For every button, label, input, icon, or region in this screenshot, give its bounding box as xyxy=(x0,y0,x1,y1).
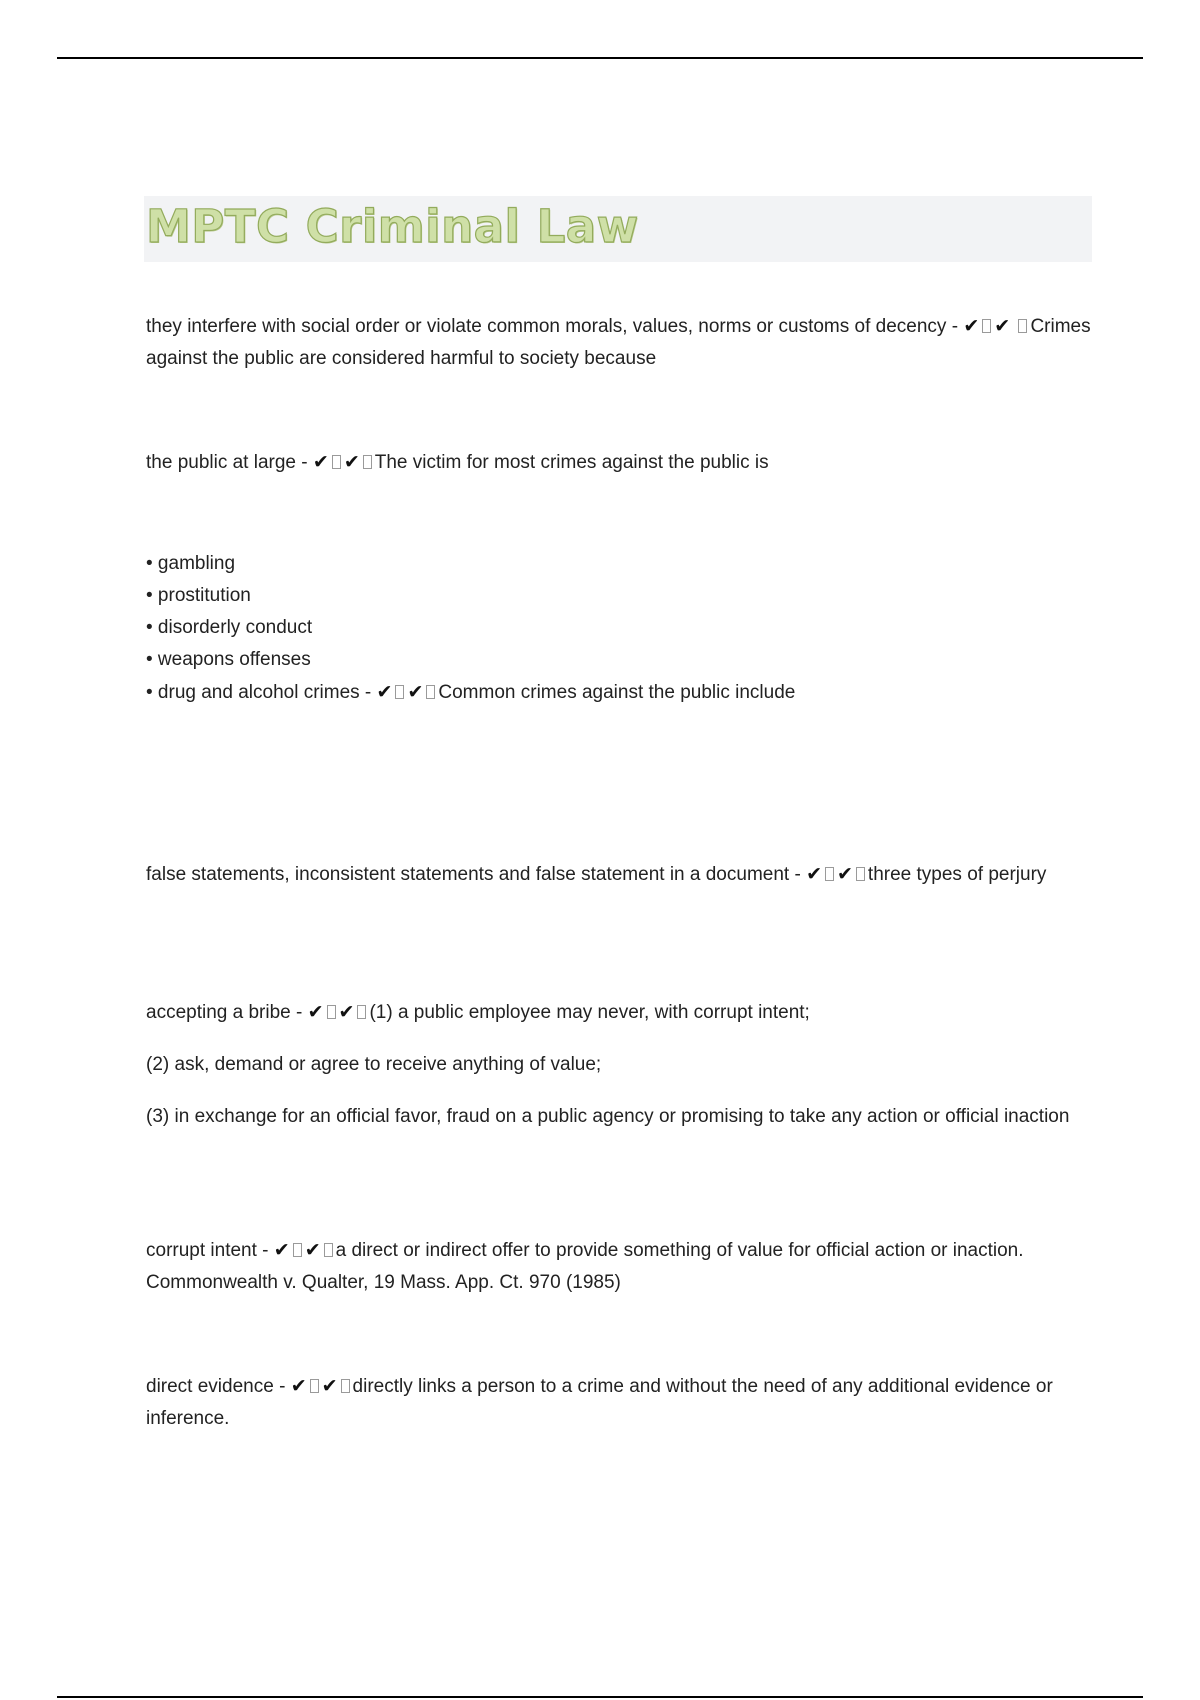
separator: - xyxy=(359,682,377,703)
card-question: Crimes against the public are considered harmful to society because xyxy=(146,316,1091,369)
card-answer: the public at large xyxy=(146,452,296,473)
card-answer: direct evidence xyxy=(146,1376,274,1397)
separator: - xyxy=(789,864,807,885)
flashcard-1 xyxy=(146,310,1096,375)
placeholder-box-icon xyxy=(426,685,435,699)
bullet-item: • gambling xyxy=(146,553,236,574)
placeholder-box-icon xyxy=(363,455,372,469)
flashcard-3 xyxy=(146,548,1096,709)
card-question: a direct or indirect offer to provide something of value for official action or inaction. Commonwealth v. Qualter, 19 Mass. App. Ct. 970 (1985) xyxy=(146,1240,1024,1293)
bullet-item: • drug and alcohol crimes xyxy=(146,682,360,703)
bottom-page-rule xyxy=(57,1696,1143,1698)
flashcard-text xyxy=(146,996,1096,1029)
separator: - xyxy=(290,1002,308,1023)
separator: - xyxy=(946,316,964,337)
card-question-line: (2) ask, demand or agree to receive anything of value; xyxy=(146,1054,602,1075)
card-answer: corrupt intent xyxy=(146,1240,257,1261)
placeholder-box-icon xyxy=(332,455,341,469)
document-title: MPTC Criminal Law xyxy=(146,200,639,253)
separator: - xyxy=(256,1240,274,1261)
card-question: directly links a person to a crime and without the need of any additional evidence or inference. xyxy=(146,1376,1053,1429)
flashcard-text xyxy=(146,446,1096,479)
check-icon: ✔ xyxy=(304,1239,321,1261)
placeholder-box-icon xyxy=(982,319,991,333)
placeholder-box-icon xyxy=(395,685,404,699)
separator: - xyxy=(273,1376,291,1397)
bullet-item: • disorderly conduct xyxy=(146,617,313,638)
check-icon: ✔ xyxy=(407,681,424,703)
check-icon: ✔ xyxy=(963,315,980,337)
card-question: Common crimes against the public include xyxy=(438,682,796,703)
check-icon: ✔ xyxy=(290,1375,307,1397)
flashcard-5 xyxy=(146,996,1096,1133)
placeholder-box-icon xyxy=(856,867,865,881)
placeholder-box-icon xyxy=(1018,319,1027,333)
separator: - xyxy=(296,452,313,473)
placeholder-box-icon xyxy=(327,1005,336,1019)
check-icon: ✔ xyxy=(307,1001,324,1023)
check-icon: ✔ xyxy=(312,451,329,473)
placeholder-box-icon xyxy=(293,1243,302,1257)
card-answer: they interfere with social order or violate common morals, values, norms or customs of decency xyxy=(146,316,947,337)
card-answer: false statements, inconsistent statements and false statement in a document xyxy=(146,864,790,885)
placeholder-box-icon xyxy=(310,1379,319,1393)
flashcard-text xyxy=(146,858,1096,891)
card-question: three types of perjury xyxy=(867,864,1047,885)
card-question: The victim for most crimes against the public is xyxy=(374,452,769,473)
check-icon: ✔ xyxy=(837,863,853,885)
flashcard-2 xyxy=(146,446,1096,479)
placeholder-box-icon xyxy=(324,1243,333,1257)
flashcard-text xyxy=(146,1234,1096,1299)
check-icon: ✔ xyxy=(994,315,1011,337)
check-icon: ✔ xyxy=(273,1239,290,1261)
placeholder-box-icon xyxy=(357,1005,366,1019)
bullet-item: • weapons offenses xyxy=(146,649,311,670)
check-icon: ✔ xyxy=(321,1375,338,1397)
placeholder-box-icon xyxy=(825,867,834,881)
card-question-line: (1) a public employee may never, with corrupt intent; xyxy=(369,1002,810,1023)
check-icon: ✔ xyxy=(343,451,360,473)
flashcard-7 xyxy=(146,1370,1096,1435)
check-icon: ✔ xyxy=(376,681,393,703)
flashcard-4 xyxy=(146,858,1096,891)
flashcard-text xyxy=(146,1370,1096,1435)
bullet-item-with-question xyxy=(146,676,1096,709)
bullet-item: • prostitution xyxy=(146,585,251,606)
card-answer: accepting a bribe xyxy=(146,1002,291,1023)
card-question-line: (3) in exchange for an official favor, fraud on a public agency or promising to take any action or official inaction xyxy=(146,1106,1070,1127)
check-icon: ✔ xyxy=(338,1001,355,1023)
flashcard-6 xyxy=(146,1234,1096,1299)
top-page-rule xyxy=(57,57,1143,59)
flashcard-text xyxy=(146,310,1096,375)
check-icon: ✔ xyxy=(806,863,822,885)
placeholder-box-icon xyxy=(341,1379,350,1393)
